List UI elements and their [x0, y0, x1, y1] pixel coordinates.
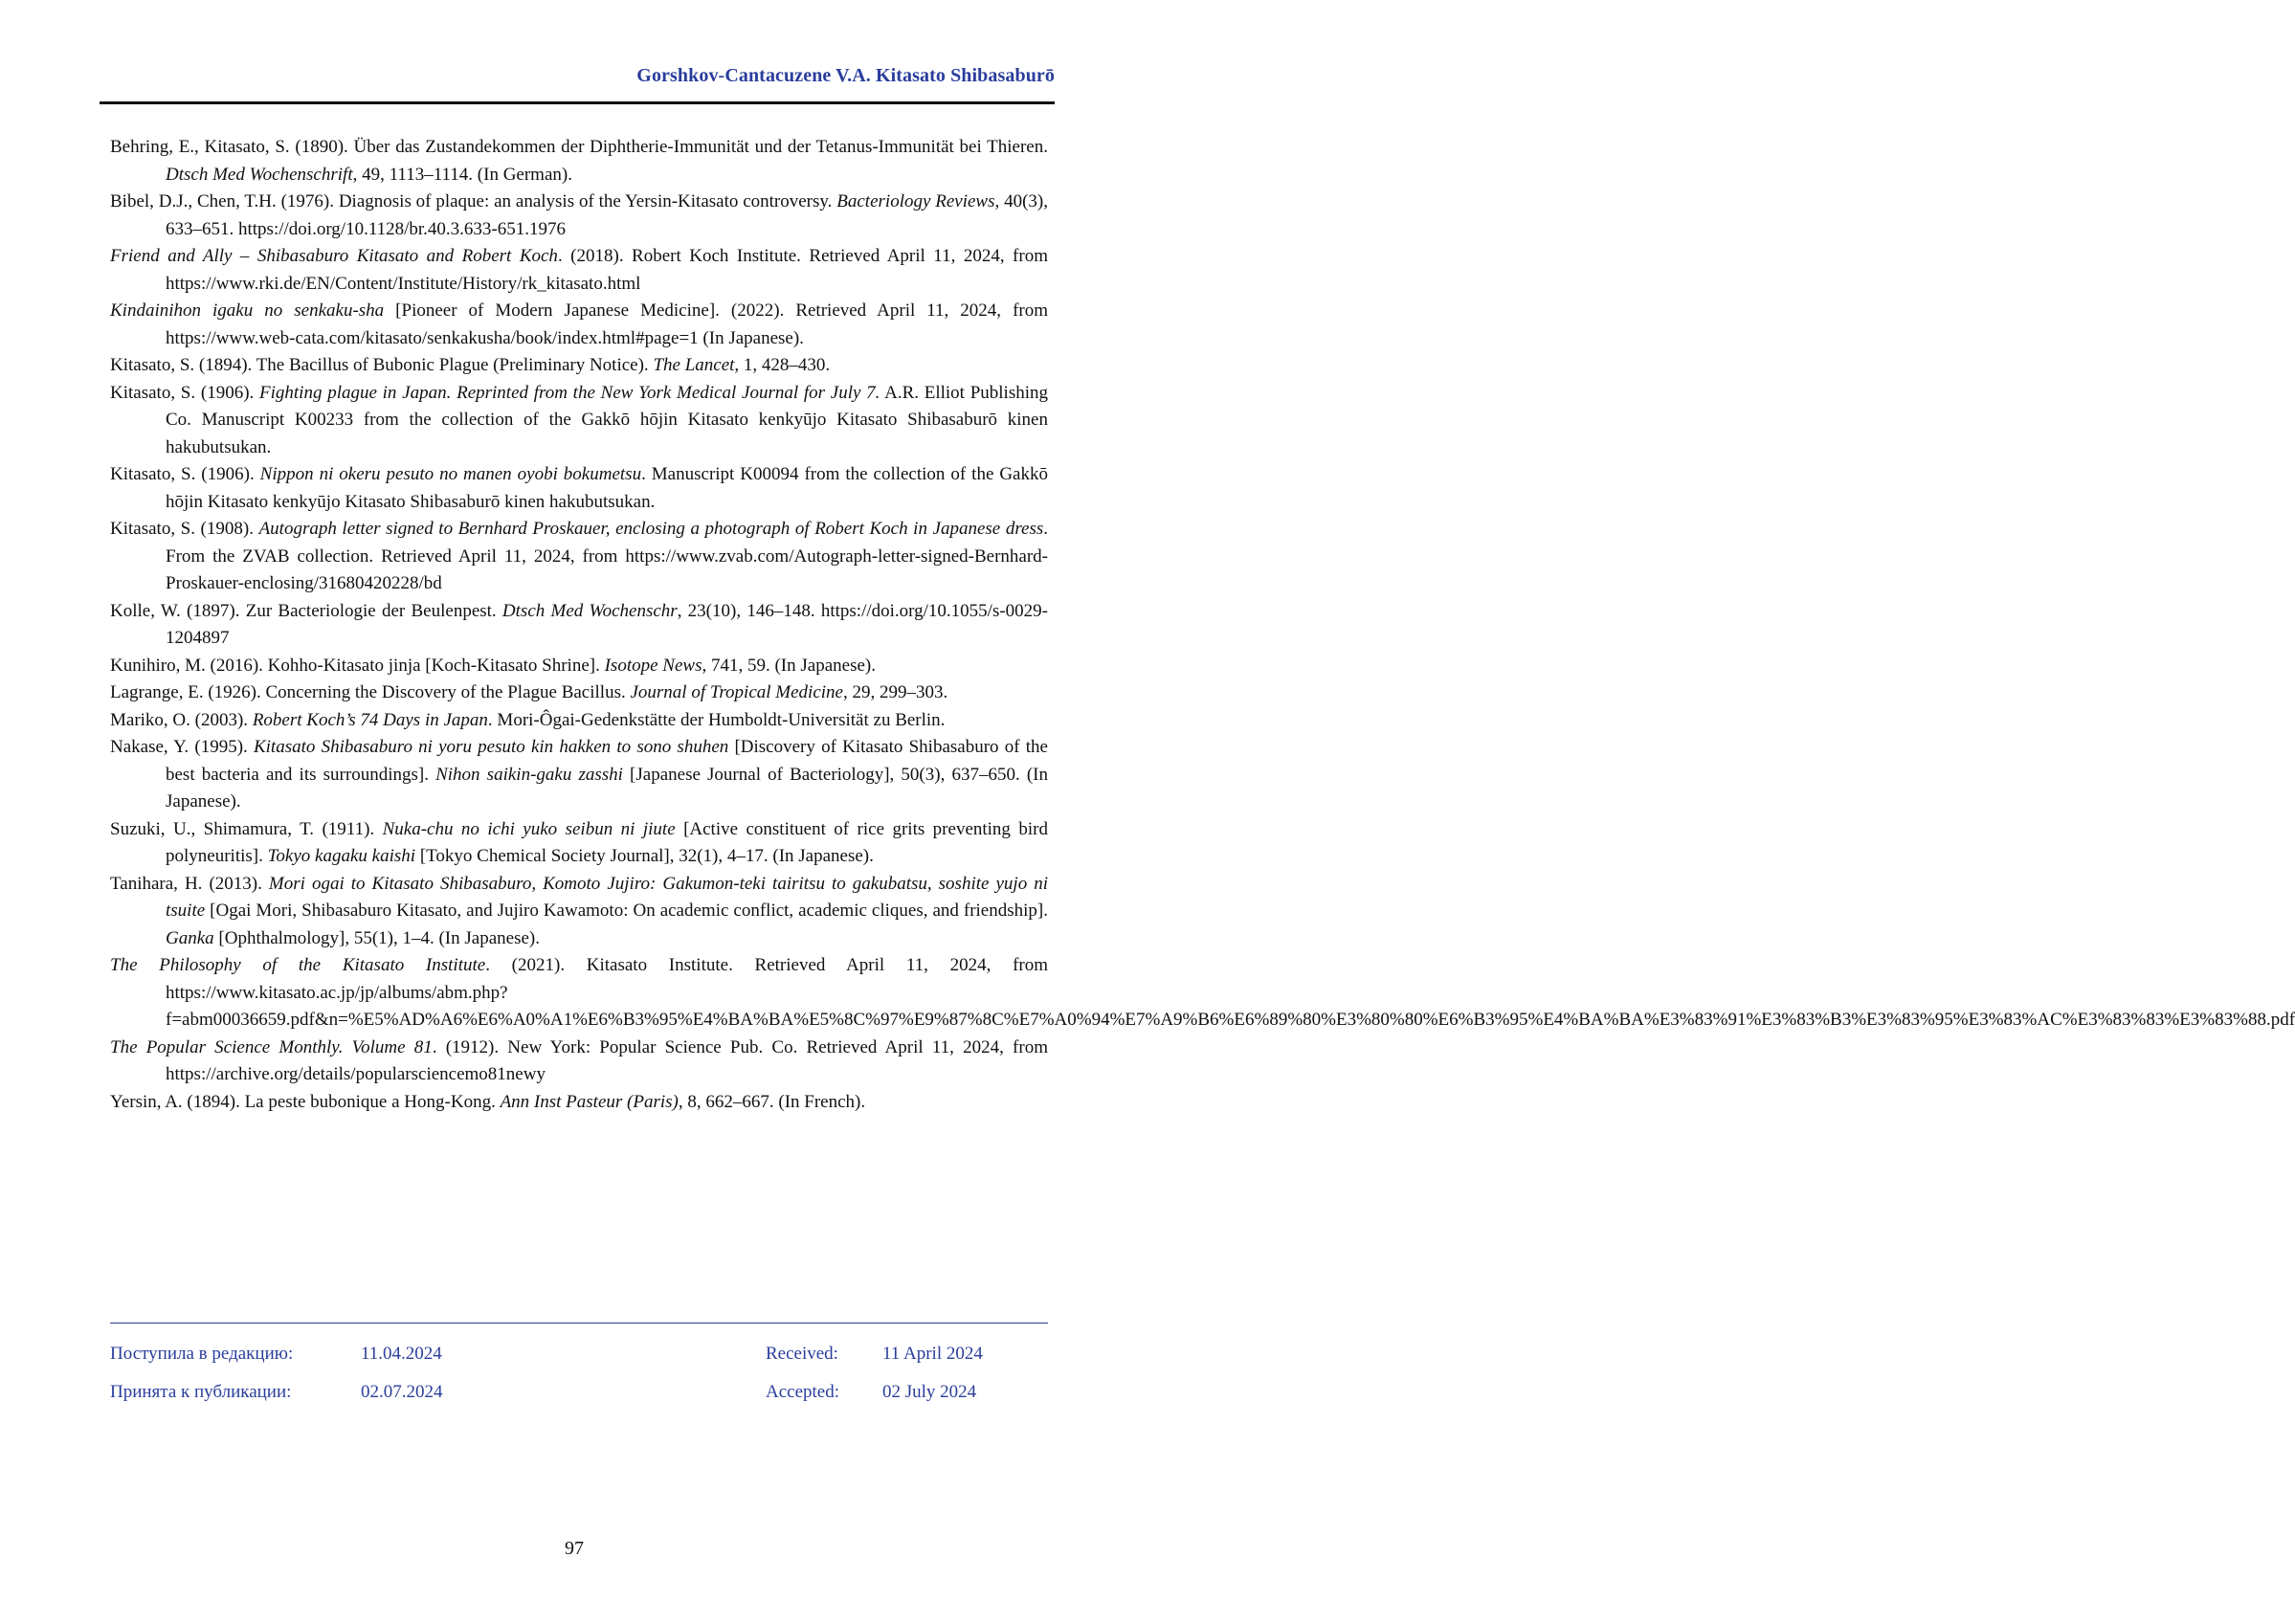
page-number: 97 [565, 1538, 584, 1559]
reference-entry [110, 298, 1048, 352]
reference-text: , 29, 299–303. [843, 682, 948, 702]
accepted-en-label: Accepted: [766, 1382, 840, 1402]
reference-text: Kitasato, S. (1894). The Bacillus of Bubonic Plague (Preliminary Notice). [110, 355, 654, 375]
reference-text: Suzuki, U., Shimamura, T. (1911). [110, 818, 383, 839]
accepted-en-date: 02 July 2024 [882, 1382, 977, 1402]
reference-title-italic: Kitasato Shibasaburo ni yoru pesuto kin hakken to sono shuhen [253, 737, 729, 757]
reference-entry [110, 871, 1048, 953]
reference-text: , 23(10), 146–148. https://doi.org/10.1055/s-0029-1204897 [166, 600, 1048, 648]
reference-entry [110, 1089, 1048, 1117]
reference-text: [Ophthalmology], 55(1), 1–4. (In Japanese). [213, 927, 540, 948]
reference-text: . (2021). Kitasato Institute. Retrieved April 11, 2024, from https://www.kitasato.ac.jp/jp/albums/abm.php?f=abm00036659.pdf&n=%E5%AD%A6%E6%A0%A1%E6%B3%95%E4%BA%BA%E5%8C%97%E9%87%8C%E7%A0%94%E7%A9%B6%E6%89%80%E3%80%80%E6%B3%95%E4%BA%BA%E3%83%91%E3%83%B3%E3%83%95%E3%83%AC%E3%83%83%E3%83%88.pdf [166, 955, 2295, 1030]
reference-title-italic: Tokyo kagaku kaishi [267, 846, 416, 866]
reference-entry [110, 380, 1048, 462]
reference-text: Kitasato, S. (1906). [110, 382, 260, 403]
reference-title-italic: Nihon saikin-gaku zasshi [435, 764, 623, 785]
reference-text: [Pioneer of Modern Japanese Medicine]. (2022). Retrieved April 11, 2024, from https://www.web-cata.com/kitasato/senkakusha/book/index.html#page=1 (In Japanese). [166, 300, 1049, 348]
divider-line [110, 1323, 1048, 1324]
accepted-ru-label: Принята к публикации: [110, 1382, 292, 1402]
received-en-date: 11 April 2024 [882, 1344, 983, 1364]
reference-title-italic: Bacteriology Reviews [836, 191, 995, 211]
reference-title-italic: Friend and Ally – Shibasaburo Kitasato and Robert Koch [110, 246, 558, 266]
reference-text: , 8, 662–667. (In French). [678, 1091, 866, 1112]
running-header [100, 65, 1055, 104]
reference-entry [110, 653, 1048, 680]
reference-text: [Tokyo Chemical Society Journal], 32(1), 4–17. (In Japanese). [415, 846, 874, 866]
reference-entry [110, 707, 1048, 735]
reference-entry [110, 952, 2295, 1034]
reference-entry [110, 134, 1048, 189]
reference-entry [110, 243, 1048, 298]
reference-title-italic: Mori ogai to Kitasato Shibasaburo, Komoto Jujiro: Gakumon-teki tairitsu to gakubatsu, soshite yujo ni tsuite [166, 873, 1048, 921]
reference-text: . (1912). New York: Popular Science Pub. Co. Retrieved April 11, 2024, from https://archive.org/details/popularsciencemo81newy [166, 1036, 1048, 1084]
received-en-label: Received: [766, 1344, 838, 1364]
reference-text: Bibel, D.J., Chen, T.H. (1976). Diagnosis of plaque: an analysis of the Yersin-Kitasato controversy. [110, 191, 837, 211]
reference-title-italic: Journal of Tropical Medicine [630, 682, 843, 702]
reference-text: [Ogai Mori, Shibasaburo Kitasato, and Jujiro Kawamoto: On academic conflict, academic cliques, and friendship]. [205, 901, 1048, 921]
reference-title-italic: Ganka [166, 927, 214, 948]
reference-title-italic: Dtsch Med Wochenschr [501, 600, 678, 621]
reference-entry [110, 816, 1048, 871]
reference-text: Yersin, A. (1894). La peste bubonique a Hong-Kong. [110, 1091, 501, 1112]
reference-entry [110, 461, 1048, 516]
reference-title-italic: Ann Inst Pasteur (Paris) [500, 1091, 679, 1112]
reference-title-italic: The Philosophy of the Kitasato Institute [110, 955, 486, 975]
reference-entry [110, 352, 1048, 380]
reference-entry [110, 516, 1048, 598]
reference-text: [Discovery of Kitasato Shibasaburo of the best bacteria and its surroundings]. [166, 737, 1048, 785]
reference-text: Kitasato, S. (1906). [110, 464, 260, 484]
reference-text: . Mori-Ôgai-Gedenkstätte der Humboldt-Universität zu Berlin. [487, 709, 946, 730]
reference-entry [110, 1034, 1048, 1089]
reference-title-italic: The Lancet [653, 355, 735, 375]
reference-text: Tanihara, H. (2013). [110, 873, 269, 894]
reference-text: Kitasato, S. (1908). [110, 519, 259, 539]
reference-title-italic: Robert Koch’s 74 Days in Japan [252, 709, 488, 730]
reference-title-italic: Nippon ni okeru pesuto no manen oyobi bokumetsu [259, 464, 642, 484]
reference-text: Kolle, W. (1897). Zur Bacteriologie der Beulenpest. [110, 600, 502, 621]
reference-entry [110, 189, 1048, 243]
reference-title-italic: Nuka-chu no ichi yuko seibun ni jiute [382, 818, 676, 839]
reference-text: Behring, E., Kitasato, S. (1890). Über das Zustandekommen der Diphtherie-Immunität und der Tetanus-Immunität bei Thieren. [110, 137, 1048, 157]
reference-text: Mariko, O. (2003). [110, 709, 253, 730]
reference-entry [110, 734, 1048, 816]
reference-title-italic: Dtsch Med Wochenschrift [166, 164, 353, 185]
reference-text: Kunihiro, M. (2016). Kohho-Kitasato jinja [Koch-Kitasato Shrine]. [110, 655, 605, 676]
reference-entry [110, 679, 1048, 707]
reference-text: , 40(3), 633–651. https://doi.org/10.1128/br.40.3.633-651.1976 [166, 191, 1048, 239]
accepted-ru-date: 02.07.2024 [361, 1382, 443, 1402]
reference-text: [Active constituent of rice grits preventing bird polyneuritis]. [166, 818, 1048, 866]
reference-text: Nakase, Y. (1995). [110, 737, 254, 757]
reference-text: Lagrange, E. (1926). Concerning the Discovery of the Plague Bacillus. [110, 682, 631, 702]
reference-text: , 741, 59. (In Japanese). [702, 655, 876, 676]
reference-entry [110, 598, 1048, 653]
received-ru-label: Поступила в редакцию: [110, 1344, 294, 1364]
reference-title-italic: The Popular Science Monthly. Volume 81 [110, 1036, 433, 1057]
reference-text: . From the ZVAB collection. Retrieved April 11, 2024, from https://www.zvab.com/Autograph-letter-signed-Bernhard-Proskauer-enclosing/31680420228/bd [166, 519, 1048, 593]
reference-text: , 1, 428–430. [734, 355, 831, 375]
reference-list [110, 134, 2295, 1116]
reference-title-italic: Autograph letter signed to Bernhard Proskauer, enclosing a photograph of Robert Koch in Japanese dress [258, 519, 1044, 539]
reference-title-italic: Fighting plague in Japan. Reprinted from the New York Medical Journal for July 7. [259, 382, 880, 403]
reference-text: A.R. Elliot Publishing Co. Manuscript K00233 from the collection of the Gakkō hōjin Kitasato kenkyūjo Kitasato Shibasaburō kinen hakubutsukan. [166, 382, 1049, 457]
received-ru-date: 11.04.2024 [361, 1344, 442, 1364]
reference-text: , 49, 1113–1114. (In German). [352, 164, 572, 185]
running-header-title: Gorshkov-Cantacuzene V.A. Kitasato Shibasaburō [636, 65, 1055, 86]
reference-title-italic: Isotope News [604, 655, 702, 676]
reference-text: . Manuscript K00094 from the collection of the Gakkō hōjin Kitasato kenkyūjo Kitasato Shibasaburō kinen hakubutsukan. [166, 464, 1048, 512]
reference-title-italic: Kindainihon igaku no senkaku-sha [110, 300, 385, 321]
reference-text: [Japanese Journal of Bacteriology], 50(3), 637–650. (In Japanese). [166, 764, 1048, 812]
reference-text: . (2018). Robert Koch Institute. Retrieved April 11, 2024, from https://www.rki.de/EN/Content/Institute/History/rk_kitasato.html [166, 246, 1048, 294]
